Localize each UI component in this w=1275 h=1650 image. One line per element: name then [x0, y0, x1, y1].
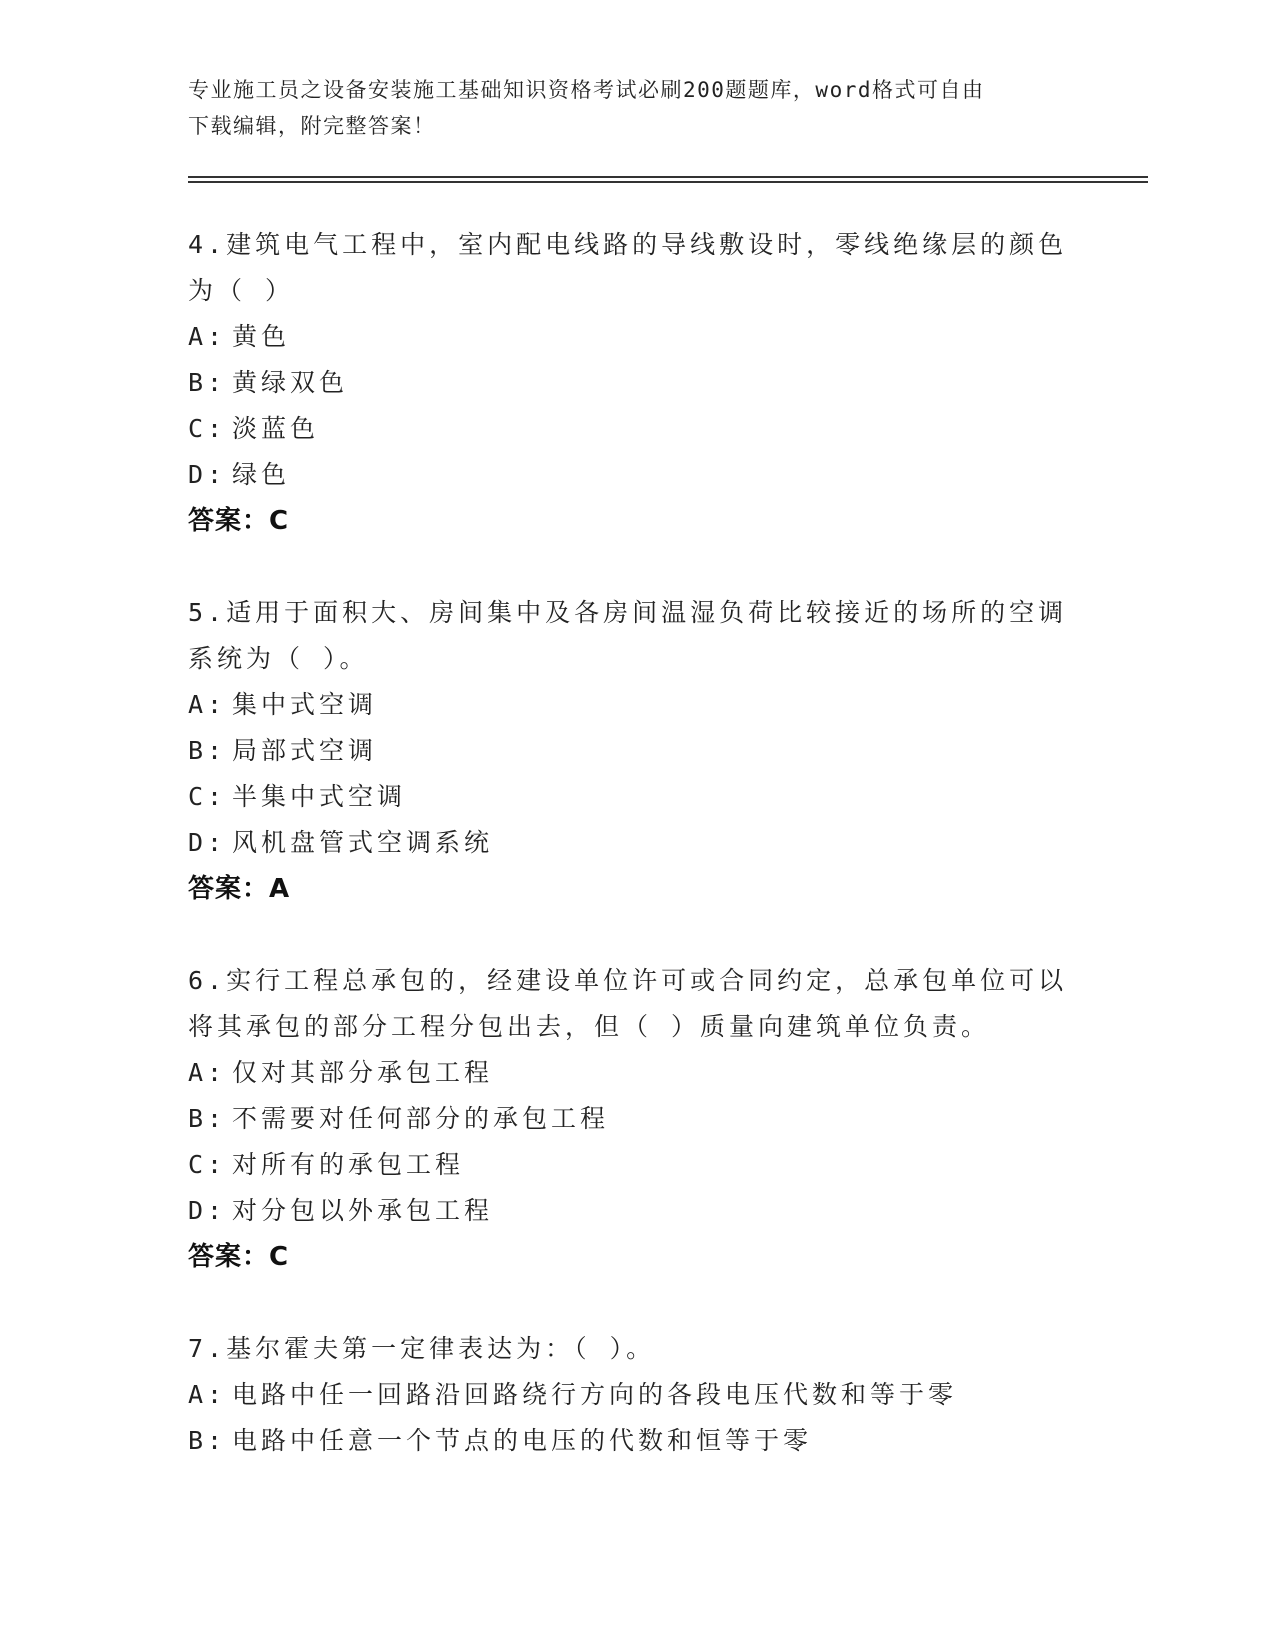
- option-text: 绿色: [232, 460, 291, 489]
- question-text: 为（ ）: [188, 276, 295, 305]
- option-letter: D:: [188, 1196, 227, 1225]
- option-letter: C:: [188, 1150, 227, 1179]
- question-text: 5.适用于面积大、房间集中及各房间温湿负荷比较接近的场所的空调: [188, 598, 1068, 627]
- document-header: [188, 72, 1068, 144]
- header-line-2: 下载编辑，附完整答案！: [188, 114, 436, 138]
- question-4: [188, 222, 1068, 544]
- option-text: 不需要对任何部分的承包工程: [232, 1104, 610, 1133]
- question-text: 将其承包的部分工程分包出去，但（ ）质量向建筑单位负责。: [188, 1012, 991, 1041]
- option-text: 仅对其部分承包工程: [232, 1058, 494, 1087]
- option-text: 电路中任一回路沿回路绕行方向的各段电压代数和等于零: [232, 1380, 958, 1409]
- option-d: [188, 1188, 1068, 1234]
- question-text: 4.建筑电气工程中，室内配电线路的导线敷设时，零线绝缘层的颜色: [188, 230, 1068, 259]
- option-b: [188, 1418, 1068, 1464]
- option-text: 对所有的承包工程: [232, 1150, 465, 1179]
- option-letter: D:: [188, 460, 227, 489]
- option-text: 淡蓝色: [232, 414, 320, 443]
- option-text: 风机盘管式空调系统: [232, 828, 494, 857]
- option-text: 集中式空调: [232, 690, 378, 719]
- option-letter: A:: [188, 1058, 227, 1087]
- option-text: 局部式空调: [232, 736, 378, 765]
- question-5: [188, 590, 1068, 912]
- answer-text: 答案：A: [188, 874, 291, 904]
- option-text: 半集中式空调: [232, 782, 407, 811]
- option-d: [188, 820, 1068, 866]
- option-letter: A:: [188, 1380, 227, 1409]
- option-a: [188, 314, 1068, 360]
- option-b: [188, 360, 1068, 406]
- header-divider-bottom: [188, 181, 1148, 183]
- option-letter: A:: [188, 690, 227, 719]
- option-text: 黄色: [232, 322, 291, 351]
- option-letter: D:: [188, 828, 227, 857]
- question-6: [188, 958, 1068, 1280]
- option-a: [188, 1372, 1068, 1418]
- option-text: 电路中任意一个节点的电压的代数和恒等于零: [232, 1426, 813, 1455]
- option-letter: B:: [188, 368, 227, 397]
- option-letter: B:: [188, 736, 227, 765]
- header-line-1: 专业施工员之设备安装施工基础知识资格考试必刷200题题库，word格式可自由: [188, 78, 985, 102]
- answer-text: 答案：C: [188, 1242, 290, 1272]
- option-c: [188, 774, 1068, 820]
- header-divider-top: [188, 176, 1148, 178]
- option-letter: C:: [188, 782, 227, 811]
- question-text: 7.基尔霍夫第一定律表达为：（ ）。: [188, 1334, 656, 1363]
- option-text: 对分包以外承包工程: [232, 1196, 494, 1225]
- option-letter: B:: [188, 1426, 227, 1455]
- option-d: [188, 452, 1068, 498]
- option-b: [188, 728, 1068, 774]
- option-letter: C:: [188, 414, 227, 443]
- option-b: [188, 1096, 1068, 1142]
- question-7: [188, 1326, 1068, 1464]
- option-letter: A:: [188, 322, 227, 351]
- option-a: [188, 682, 1068, 728]
- question-text: 6.实行工程总承包的，经建设单位许可或合同约定，总承包单位可以: [188, 966, 1068, 995]
- option-text: 黄绿双色: [232, 368, 349, 397]
- answer-text: 答案：C: [188, 506, 290, 536]
- option-c: [188, 406, 1068, 452]
- option-a: [188, 1050, 1068, 1096]
- question-text: 系统为（ ）。: [188, 644, 369, 673]
- option-c: [188, 1142, 1068, 1188]
- option-letter: B:: [188, 1104, 227, 1133]
